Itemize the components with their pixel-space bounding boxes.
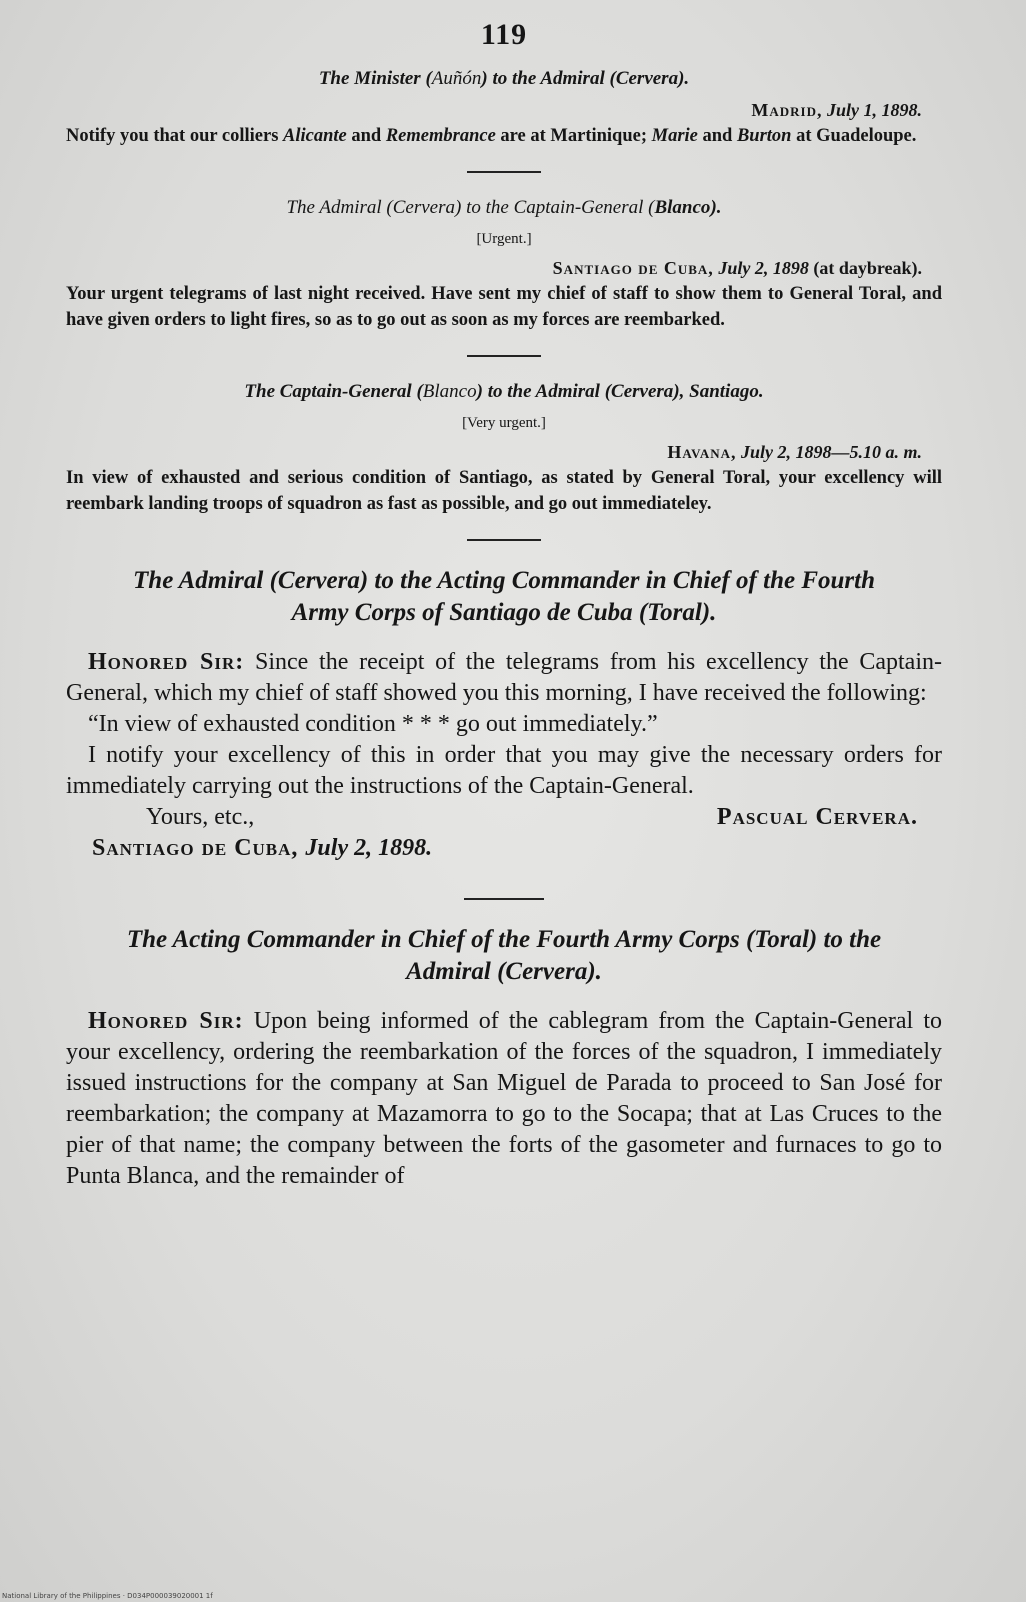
letter-body-2: Honored Sir: Upon being informed of the cablegram from the Captain-General to your excellency, ordering the reembarkation of the forces of the squadron, I immediately issued instructions for the company at San Miguel de Parada to proceed to San José for reembarkation; the company at Mazamorra to go to the Socapa; that at Las Cruces to the pier of that name; the company between the forts of the gasometer and furnaces to go to Punta Blanca, and the remainder of [66, 1008, 942, 1189]
message-body-3: In view of exhausted and serious condition of Santiago, as stated by General Toral, your excellency will reembark landing troops of squadron as fast as possible, and go out immediateley. [66, 468, 942, 514]
section-divider [464, 898, 544, 900]
signature: Pascual Cervera. [716, 804, 918, 830]
page-number: 119 [480, 18, 528, 51]
letter-heading-1: The Admiral (Cervera) to the Acting Commander in Chief of the Fourth Army Corps of Santiago de Cuba (Toral). [133, 567, 875, 626]
letter-heading-2: The Acting Commander in Chief of the Fourth Army Corps (Toral) to the Admiral (Cervera). [126, 926, 882, 985]
message-body-1: Notify you that our colliers Alicante and Remembrance are at Martinique; Marie and Burton at Guadeloupe. [66, 126, 917, 146]
signature-row [66, 802, 942, 833]
section-divider [467, 539, 541, 541]
urgency-note-2: [Urgent.] [476, 231, 532, 247]
letter-place-date: Santiago de Cuba, July 2, 1898. [92, 835, 433, 861]
section-heading-2: The Admiral (Cervera) to the Captain-General (Blanco). [286, 197, 722, 218]
dateline-2: Santiago de Cuba, July 2, 1898 (at daybreak). [552, 258, 922, 278]
section-divider [467, 171, 541, 173]
scan-footer: National Library of the Philippines · D034P000039020001 1f [2, 1592, 213, 1600]
urgency-note-3: [Very urgent.] [462, 415, 546, 431]
section-heading-1: The Minister (Auñón) to the Admiral (Cervera). [318, 68, 690, 89]
dateline-3: Havana, July 2, 1898—5.10 a. m. [667, 442, 922, 462]
message-body-2: Your urgent telegrams of last night received. Have sent my chief of staff to show them to General Toral, and have given orders to light fires, so as to go out as soon as my forces are reembarked. [66, 284, 942, 330]
dateline-1: Madrid, July 1, 1898. [751, 100, 922, 120]
section-heading-3: The Captain-General (Blanco) to the Admiral (Cervera), Santiago. [244, 381, 764, 402]
letter-body-1: Honored Sir: Since the receipt of the telegrams from his excellency the Captain-General, which my chief of staff showed you this morning, I have received the following: “In view of exhausted condition * * * go out immediately.” I notify your excellency of this in order that you may give the necessary orders for immediately carrying out the instructions of the Captain-General. Yours, etc., Pascual Cervera. Santiago de Cuba, July 2, 1898. [66, 647, 942, 864]
section-divider [467, 355, 541, 357]
closing: Yours, etc., [146, 804, 255, 830]
quoted-telegram: “In view of exhausted condition * * * go out immediately.” [88, 711, 658, 737]
